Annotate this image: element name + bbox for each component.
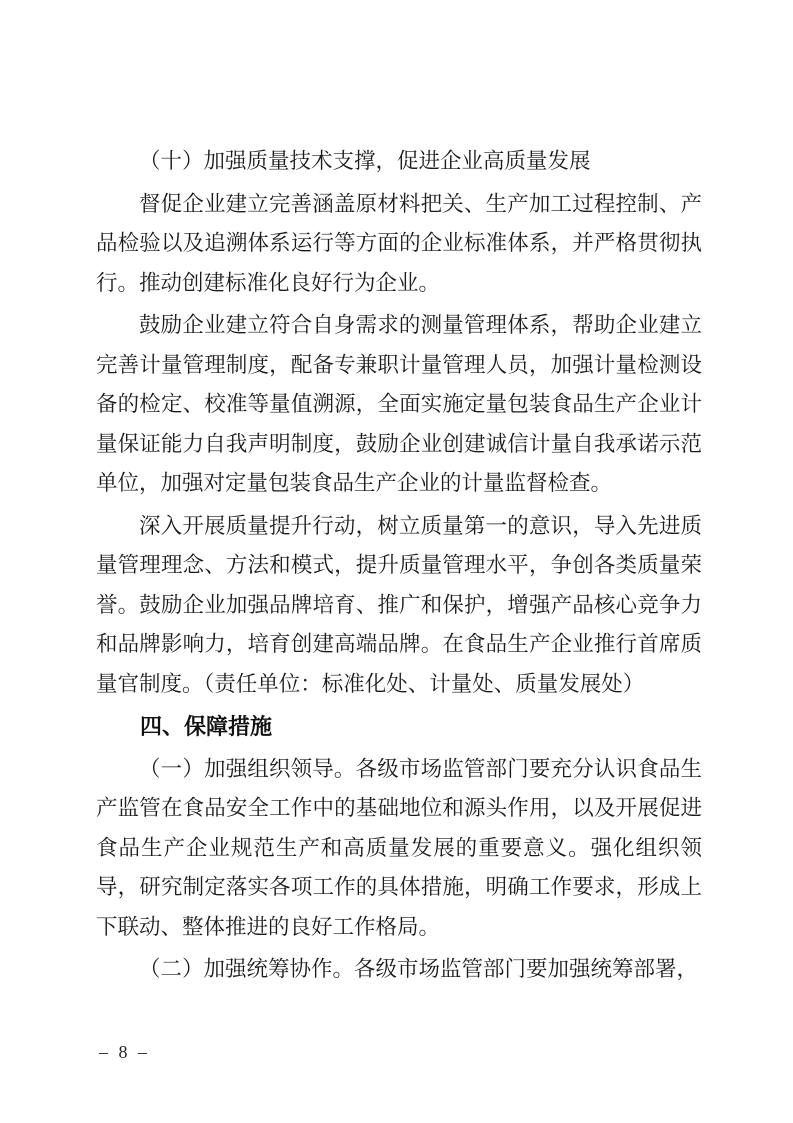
subsection-heading-10: （十）加强质量技术支撑，促进企业高质量发展 bbox=[139, 149, 591, 173]
paragraph-org-leadership: （一）加强组织领导。各级市场监管部门要充分认识食品生产监管在食品安全工作中的基础地位和源头作用，以及开展促进食品生产企业规范生产和高质量发展的重要意义。强化组织领导，研究制定落实各项工作的具体措施，明确工作要求，形成上下联动、整体推进的良好工作格局。 bbox=[96, 756, 702, 939]
page-number: – 8 – bbox=[99, 1042, 150, 1062]
paragraph-quality-brand: 深入开展质量提升行动，树立质量第一的意识，导入先进质量管理理念、方法和模式，提升质量管理水平，争创各类质量荣誉。鼓励企业加强品牌培育、推广和保护，增强产品核心竞争力和品牌影响力，培育创建高端品牌。在食品生产企业推行首席质量官制度。（责任单位：标准化处、计量处、质量发展处） bbox=[96, 513, 702, 696]
paragraph-measurement: 鼓励企业建立符合自身需求的测量管理体系，帮助企业建立完善计量管理制度，配备专兼职计量管理人员，加强计量检测设备的检定、校准等量值溯源，全面实施定量包装食品生产企业计量保证能力自我声明制度，鼓励企业创建诚信计量自我承诺示范单位，加强对定量包装食品生产企业的计量监督检查。 bbox=[96, 313, 702, 495]
paragraph-coordination: （二）加强统筹协作。各级市场监管部门要加强统筹部署， bbox=[139, 957, 699, 981]
section-heading-4: 四、保障措施 bbox=[140, 714, 273, 739]
paragraph-standards: 督促企业建立完善涵盖原材料把关、生产加工过程控制、产品检验以及追溯体系运行等方面的企业标准体系，并严格贯彻执行。推动创建标准化良好行为企业。 bbox=[96, 191, 702, 295]
document-body bbox=[96, 142, 702, 993]
